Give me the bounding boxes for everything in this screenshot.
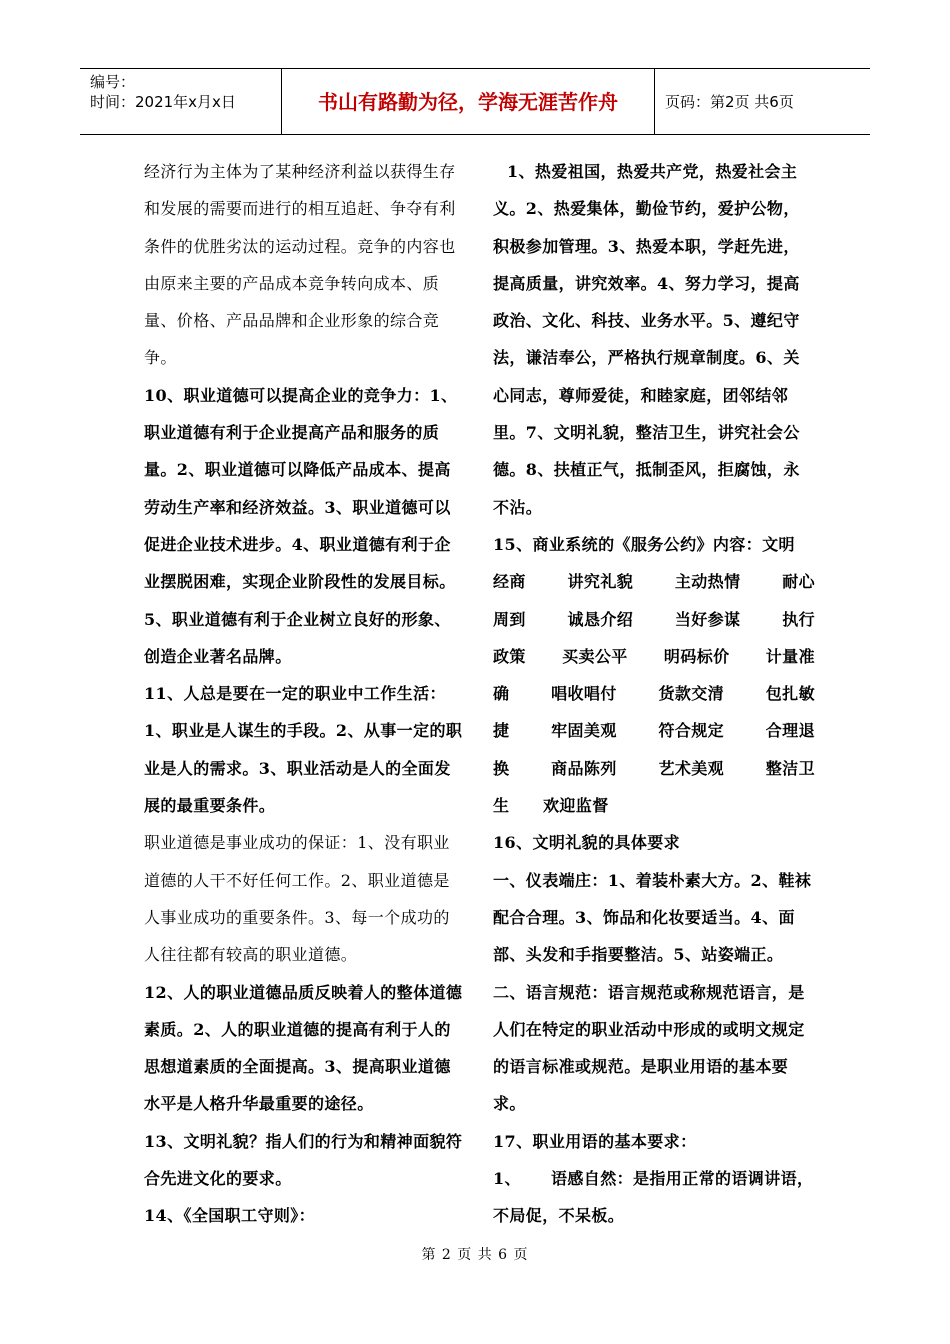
grid-row — [493, 638, 815, 675]
grid-cell: 合理退 — [765, 721, 815, 741]
paragraph: 经济行为主体为了某种经济利益以获得生存和发展的需要而进行的相互追赶、争夺有利条件的优胜劣汰的运动过程。竞争的内容也由原来主要的产品成本竞争转向成本、质量、价格、产品品牌和企业形象的综合竞争。 — [144, 162, 456, 368]
grid-cell: 生 — [493, 796, 510, 816]
header-meta — [80, 69, 282, 134]
paragraph: 17、职业用语的基本要求： — [493, 1131, 697, 1151]
document-number-label: 编号： — [90, 73, 136, 91]
grid-cell: 商品陈列 — [551, 758, 617, 778]
grid-cell: 欢迎监督 — [543, 796, 609, 816]
grid-cell: 周到 — [493, 609, 526, 629]
grid-cell: 执行 — [782, 609, 815, 629]
list-text: 语感自然：是指用正常的语调讲语，不局促，不呆板。 — [493, 1169, 814, 1226]
grid-cell: 换 — [493, 758, 510, 778]
grid-cell: 计量准 — [765, 646, 815, 666]
grid-row — [493, 563, 815, 600]
grid-row — [493, 787, 815, 824]
left-column — [144, 153, 466, 1235]
grid-cell: 艺术美观 — [658, 758, 725, 778]
grid-row — [493, 601, 815, 638]
grid-cell: 经商 — [493, 572, 526, 592]
right-column — [493, 153, 815, 1235]
grid-cell: 诚恳介绍 — [567, 609, 634, 629]
grid-cell: 确 — [493, 684, 510, 704]
grid-cell: 讲究礼貌 — [567, 572, 634, 592]
grid-row — [493, 675, 815, 712]
header-page-info: 页码：第2页 共6页 — [665, 93, 794, 111]
grid-cell: 包扎敏 — [765, 684, 815, 704]
grid-cell: 主动热情 — [674, 572, 741, 592]
grid-cell: 牢固美观 — [551, 721, 617, 741]
grid-cell: 符合规定 — [658, 721, 725, 741]
paragraph: 15、商业系统的《服务公约》内容：文明 — [493, 534, 795, 554]
paragraph: 10、职业道德可以提高企业的竞争力：1、职业道德有利于企业提高产品和服务的质量。2、职业道德可以降低产品成本、提高劳动生产率和经济效益。3、职业道德可以促进企业技术进步。4、职业道德有利于企业摆脱困难，实现企业阶段性的发展目标。5、职业道德有利于企业树立良好的形象、创造企业著名品牌。 — [144, 385, 458, 666]
grid-cell: 明码标价 — [663, 646, 730, 666]
grid-cell: 唱收唱付 — [551, 684, 617, 704]
paragraph: 16、文明礼貌的具体要求 — [493, 833, 681, 853]
grid-cell: 当好参谋 — [674, 609, 741, 629]
grid-row — [493, 712, 815, 749]
document-time-label: 时间：2021年x月x日 — [90, 93, 236, 111]
paragraph: 12、人的职业道德品质反映着人的整体道德素质。2、人的职业道德的提高有利于人的思想道素质的全面提高。3、提高职业道德水平是人格升华最重要的途径。 — [144, 982, 463, 1114]
grid-cell: 货款交清 — [658, 684, 725, 704]
paragraph: 1、热爱祖国，热爱共产党，热爱社会主义。2、热爱集体，勤俭节约，爱护公物，积极参加管理。3、热爱本职，学赶先进，提高质量，讲究效率。4、努力学习，提高政治、文化、科技、业务水平。5、遵纪守法，谦洁奉公，严格执行规章制度。6、关心同志，尊师爱徒，和睦家庭，团邻结邻里。7、文明礼貌，整洁卫生，讲究社会公德。8、扶植正气，抵制歪风，拒腐蚀，永不沾。 — [493, 162, 800, 517]
grid-cell: 捷 — [493, 721, 510, 741]
paragraph: 14、《全国职工守则》： — [144, 1206, 316, 1226]
list-number: 1、 — [493, 1169, 521, 1189]
page-header — [80, 68, 870, 135]
paragraph: 11、人总是要在一定的职业中工作生活：1、职业是人谋生的手段。2、从事一定的职业是人的需求。3、职业活动是人的全面发展的最重要条件。 — [144, 684, 463, 816]
service-pledge-grid — [493, 563, 815, 824]
grid-cell: 政策 — [493, 646, 526, 666]
grid-row — [493, 750, 815, 787]
page-footer: 第 2 页 共 6 页 — [421, 1247, 529, 1263]
paragraph: 二、语言规范：语言规范或称规范语言，是人们在特定的职业活动中形成的或明文规定的语言标准或规范。是职业用语的基本要求。 — [493, 982, 805, 1114]
grid-cell: 买卖公平 — [562, 646, 628, 666]
paragraph: 职业道德是事业成功的保证：1、没有职业道德的人干不好任何工作。2、职业道德是人事业成功的重要条件。3、每一个成功的人往往都有较高的职业道德。 — [144, 833, 450, 965]
grid-cell: 耐心 — [782, 572, 815, 592]
header-motto: 书山有路勤为径，学海无涯苦作舟 — [282, 69, 655, 134]
paragraph: 13、文明礼貌？指人们的行为和精神面貌符合先进文化的要求。 — [144, 1131, 463, 1189]
paragraph — [493, 1160, 815, 1235]
grid-cell: 整洁卫 — [765, 758, 815, 778]
paragraph: 一、仪表端庄：1、着装朴素大方。2、鞋袜配合合理。3、饰品和化妆要适当。4、面部、头发和手指要整洁。5、站姿端正。 — [493, 870, 812, 965]
